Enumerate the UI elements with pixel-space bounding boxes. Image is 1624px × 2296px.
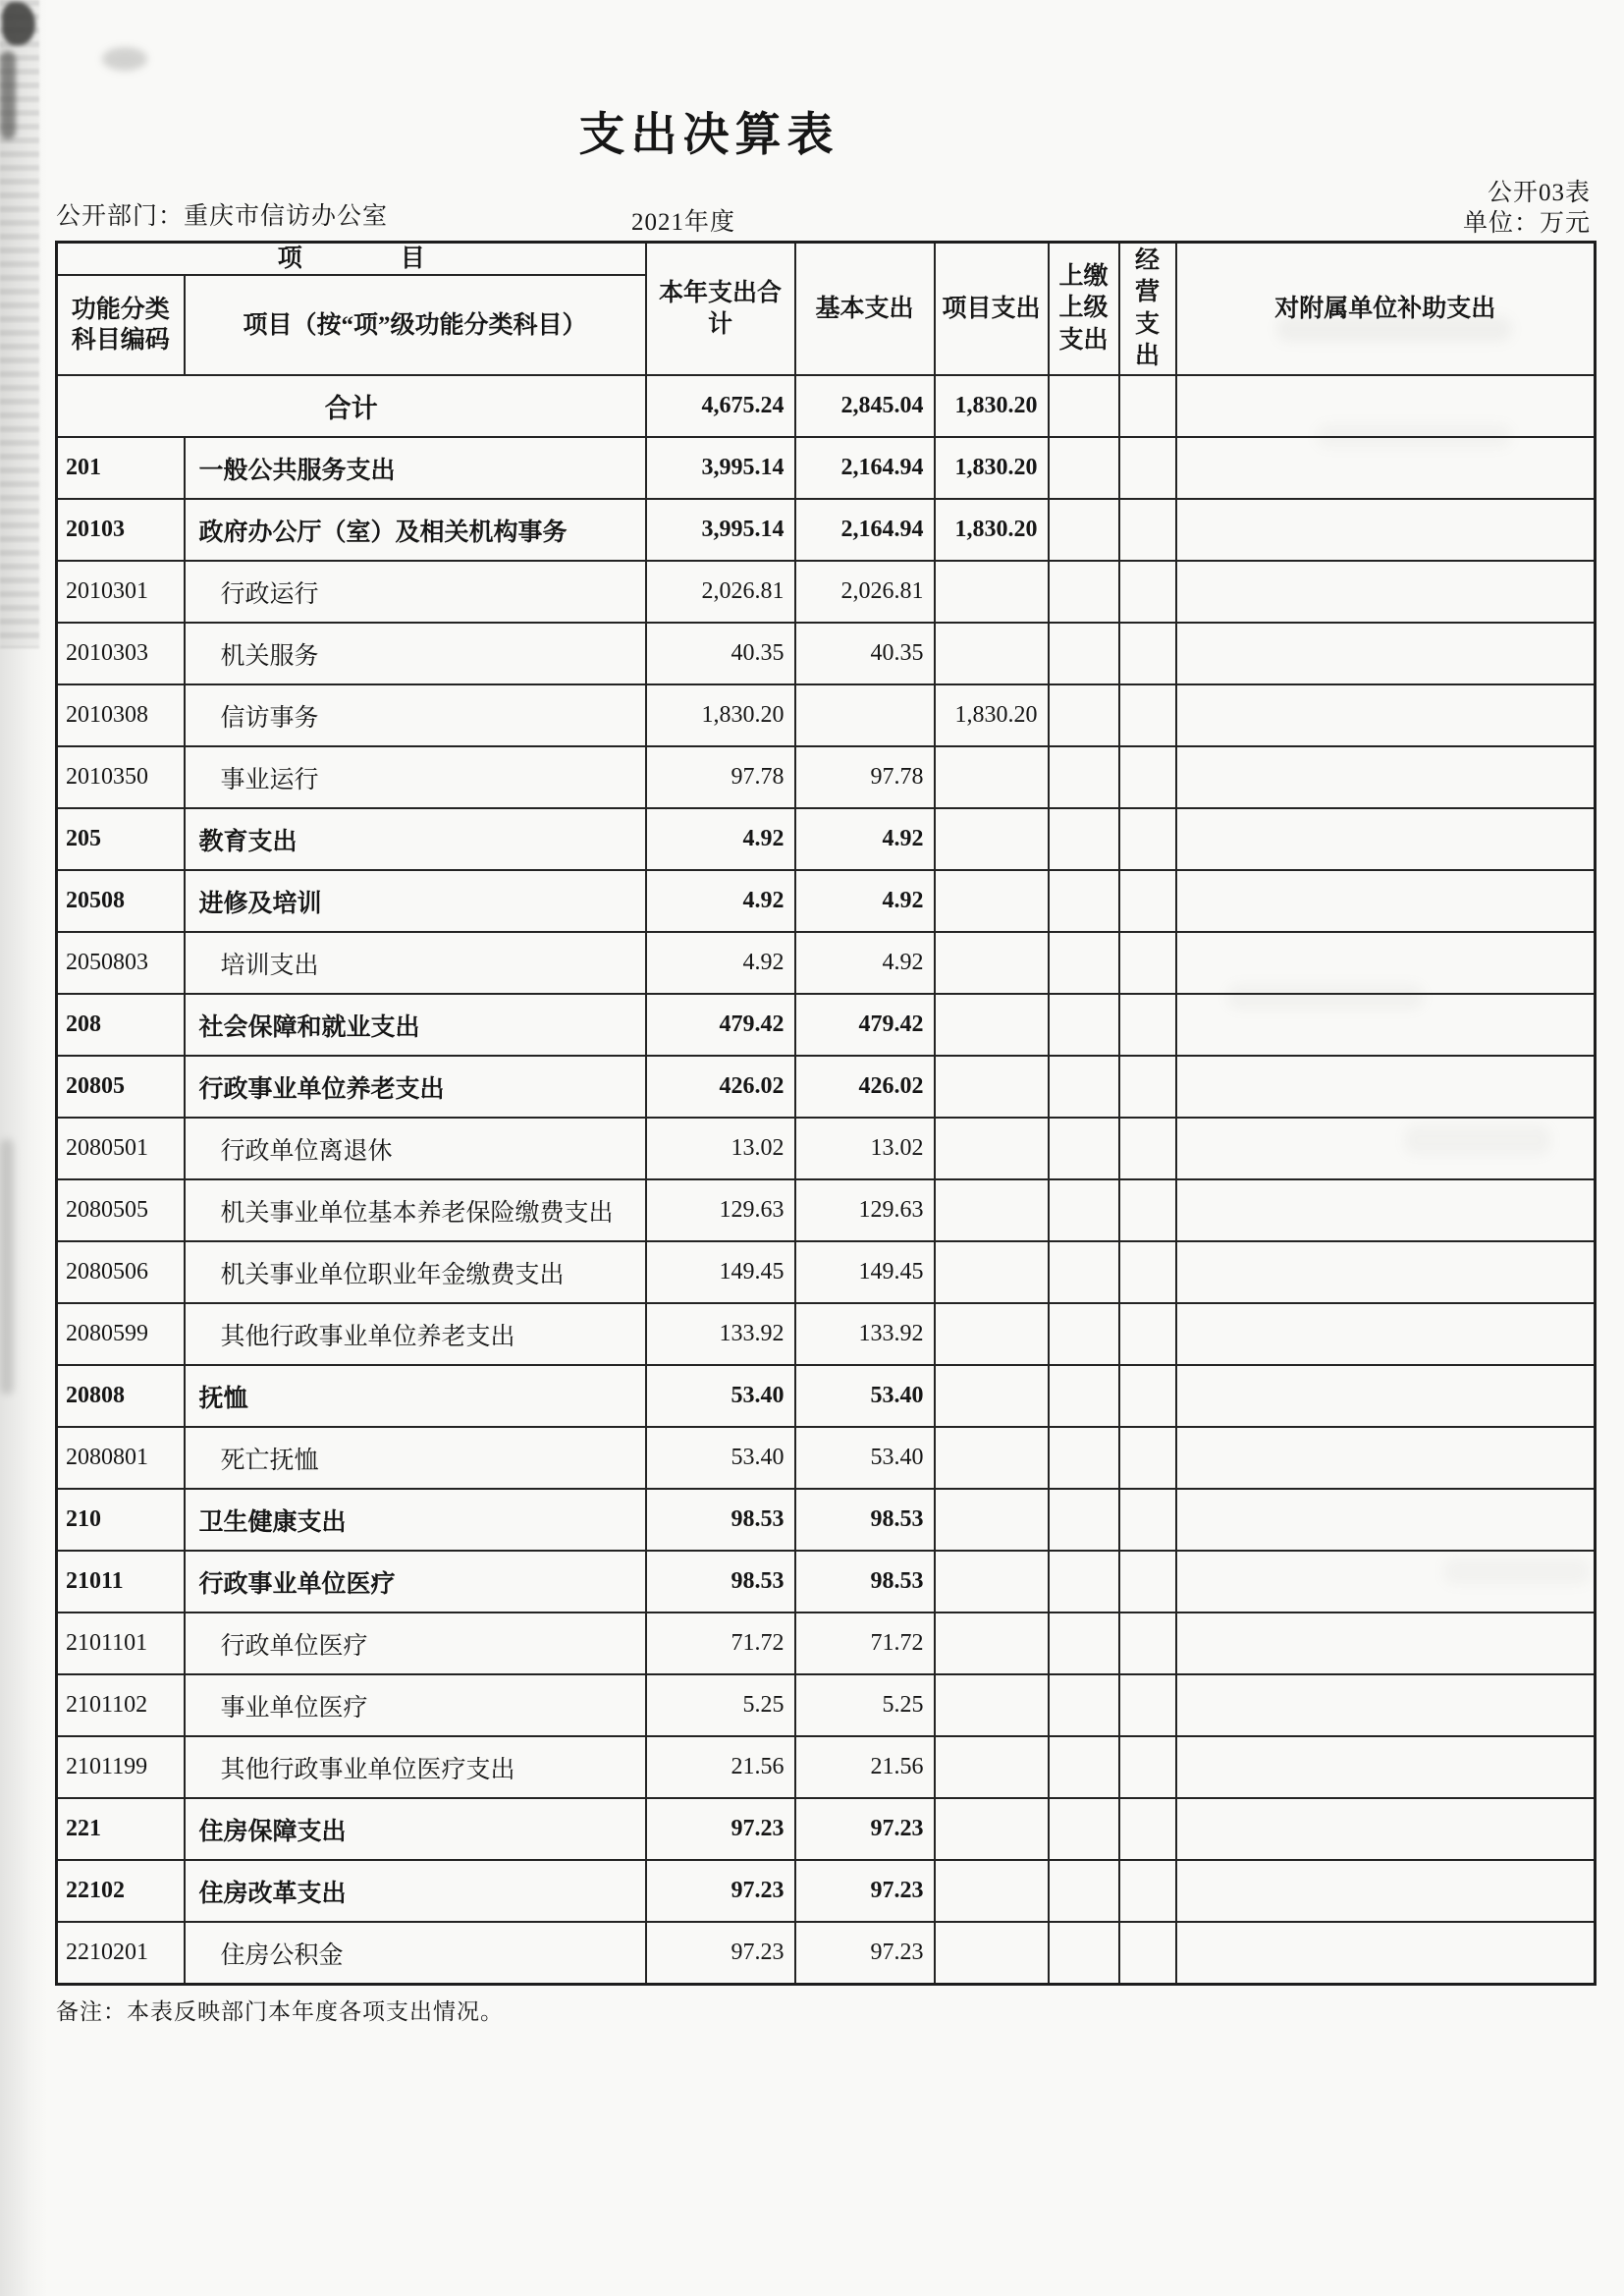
cell-subsidy (1176, 994, 1596, 1056)
cell-code: 2080501 (57, 1118, 185, 1179)
cell-operating (1119, 1798, 1176, 1860)
table-row (57, 1056, 1596, 1118)
cell-basic: 21.56 (795, 1736, 935, 1798)
cell-basic: 71.72 (795, 1613, 935, 1674)
cell-project: 1,830.20 (935, 499, 1049, 561)
scan-artifact (0, 1139, 14, 1394)
cell-code: 205 (57, 808, 185, 870)
header-code-label: 功能分类科目编码 (71, 297, 170, 355)
cell-code: 2010303 (57, 623, 185, 684)
cell-operating (1119, 1427, 1176, 1489)
cell-subsidy (1176, 1303, 1596, 1365)
table-row (57, 561, 1596, 623)
cell-total: 71.72 (646, 1613, 795, 1674)
cell-total: 2,026.81 (646, 561, 795, 623)
table-row (57, 870, 1596, 932)
cell-total: 97.78 (646, 746, 795, 808)
table-row (57, 1922, 1596, 1984)
cell-item: 社会保障和就业支出 (185, 994, 646, 1056)
cell-project (935, 1551, 1049, 1613)
header-project-col: 项目支出 (935, 243, 1049, 376)
cell-project (935, 1674, 1049, 1736)
cell-code: 2210201 (57, 1922, 185, 1984)
cell-code: 20805 (57, 1056, 185, 1118)
cell-total: 97.23 (646, 1798, 795, 1860)
cell-operating (1119, 437, 1176, 499)
cell-subsidy (1176, 808, 1596, 870)
table-row (57, 1118, 1596, 1179)
table-row (57, 1860, 1596, 1922)
cell-upper (1049, 375, 1119, 437)
cell-item: 行政单位医疗 (185, 1613, 646, 1674)
cell-item: 机关事业单位基本养老保险缴费支出 (185, 1179, 646, 1241)
cell-project (935, 746, 1049, 808)
footnote: 备注：本表反映部门本年度各项支出情况。 (56, 1999, 504, 2024)
cell-operating (1119, 1674, 1176, 1736)
cell-basic: 5.25 (795, 1674, 935, 1736)
cell-code: 20103 (57, 499, 185, 561)
cell-project (935, 1179, 1049, 1241)
table-row (57, 1551, 1596, 1613)
cell-code: 2010308 (57, 684, 185, 746)
cell-basic: 53.40 (795, 1427, 935, 1489)
cell-subsidy (1176, 1489, 1596, 1551)
cell-upper (1049, 1922, 1119, 1984)
header-code-col (57, 275, 185, 375)
cell-upper (1049, 1798, 1119, 1860)
cell-project: 1,830.20 (935, 684, 1049, 746)
cell-code: 2080506 (57, 1241, 185, 1303)
cell-item: 其他行政事业单位医疗支出 (185, 1736, 646, 1798)
cell-total: 53.40 (646, 1365, 795, 1427)
cell-code: 201 (57, 437, 185, 499)
cell-subsidy (1176, 1860, 1596, 1922)
cell-project (935, 932, 1049, 994)
cell-operating (1119, 1489, 1176, 1551)
table-row (57, 1179, 1596, 1241)
cell-project (935, 1118, 1049, 1179)
scan-artifact (2, 2, 35, 45)
header-operating-col (1119, 243, 1176, 376)
cell-project (935, 1798, 1049, 1860)
cell-subsidy (1176, 870, 1596, 932)
table-row (57, 1736, 1596, 1798)
table-row (57, 1427, 1596, 1489)
cell-upper (1049, 1674, 1119, 1736)
cell-upper (1049, 1551, 1119, 1613)
cell-basic: 479.42 (795, 994, 935, 1056)
cell-basic: 98.53 (795, 1489, 935, 1551)
cell-operating (1119, 1241, 1176, 1303)
cell-code: 208 (57, 994, 185, 1056)
cell-total: 133.92 (646, 1303, 795, 1365)
cell-subsidy (1176, 684, 1596, 746)
cell-project (935, 623, 1049, 684)
cell-project (935, 1922, 1049, 1984)
cell-project (935, 1489, 1049, 1551)
sheet-meta (1463, 179, 1591, 239)
cell-item: 住房公积金 (185, 1922, 646, 1984)
cell-subsidy (1176, 746, 1596, 808)
cell-item: 培训支出 (185, 932, 646, 994)
cell-code: 210 (57, 1489, 185, 1551)
cell-basic: 40.35 (795, 623, 935, 684)
cell-code: 2050803 (57, 932, 185, 994)
cell-operating (1119, 870, 1176, 932)
cell-total: 98.53 (646, 1489, 795, 1551)
cell-total: 4.92 (646, 932, 795, 994)
cell-subsidy (1176, 623, 1596, 684)
cell-item: 进修及培训 (185, 870, 646, 932)
cell-subsidy (1176, 932, 1596, 994)
cell-subsidy (1176, 1798, 1596, 1860)
header-upper-col (1049, 243, 1119, 376)
cell-total: 1,830.20 (646, 684, 795, 746)
cell-code: 20508 (57, 870, 185, 932)
cell-basic: 4.92 (795, 870, 935, 932)
cell-item: 事业单位医疗 (185, 1674, 646, 1736)
cell-operating (1119, 1365, 1176, 1427)
cell-operating (1119, 1922, 1176, 1984)
cell-basic: 149.45 (795, 1241, 935, 1303)
cell-basic: 97.78 (795, 746, 935, 808)
cell-upper (1049, 499, 1119, 561)
cell-upper (1049, 808, 1119, 870)
cell-operating (1119, 499, 1176, 561)
cell-operating (1119, 623, 1176, 684)
table-header-row-top (57, 243, 1596, 276)
cell-item: 行政事业单位医疗 (185, 1551, 646, 1613)
cell-operating (1119, 1056, 1176, 1118)
cell-basic: 98.53 (795, 1551, 935, 1613)
cell-total: 5.25 (646, 1674, 795, 1736)
cell-subsidy (1176, 1674, 1596, 1736)
cell-basic: 2,164.94 (795, 499, 935, 561)
cell-project (935, 561, 1049, 623)
cell-item: 合计 (57, 375, 646, 437)
cell-total: 40.35 (646, 623, 795, 684)
cell-total: 3,995.14 (646, 437, 795, 499)
table-row (57, 623, 1596, 684)
cell-code: 2080801 (57, 1427, 185, 1489)
cell-subsidy (1176, 1365, 1596, 1427)
cell-total: 4.92 (646, 870, 795, 932)
cell-upper (1049, 1489, 1119, 1551)
cell-code: 2080505 (57, 1179, 185, 1241)
cell-item: 抚恤 (185, 1365, 646, 1427)
cell-operating (1119, 746, 1176, 808)
cell-project (935, 870, 1049, 932)
table-row (57, 1798, 1596, 1860)
cell-total: 97.23 (646, 1922, 795, 1984)
cell-code: 2101101 (57, 1613, 185, 1674)
cell-subsidy (1176, 437, 1596, 499)
cell-subsidy (1176, 561, 1596, 623)
page-title: 支出决算表 (578, 110, 839, 161)
cell-code: 20808 (57, 1365, 185, 1427)
cell-upper (1049, 746, 1119, 808)
sheet-number: 公开03表 (1487, 180, 1591, 206)
cell-total: 149.45 (646, 1241, 795, 1303)
cell-basic: 13.02 (795, 1118, 935, 1179)
cell-project (935, 1613, 1049, 1674)
cell-project: 1,830.20 (935, 375, 1049, 437)
cell-operating (1119, 375, 1176, 437)
cell-item: 住房保障支出 (185, 1798, 646, 1860)
cell-code: 221 (57, 1798, 185, 1860)
cell-project (935, 1303, 1049, 1365)
cell-upper (1049, 1056, 1119, 1118)
table-row (57, 1613, 1596, 1674)
cell-basic: 97.23 (795, 1798, 935, 1860)
cell-total: 4.92 (646, 808, 795, 870)
table-body (57, 375, 1596, 1984)
cell-code: 21011 (57, 1551, 185, 1613)
header-operating-label: 经营支出 (1135, 246, 1161, 370)
table-row (57, 375, 1596, 437)
cell-basic (795, 684, 935, 746)
cell-item: 行政事业单位养老支出 (185, 1056, 646, 1118)
cell-upper (1049, 870, 1119, 932)
cell-total: 53.40 (646, 1427, 795, 1489)
cell-basic: 4.92 (795, 932, 935, 994)
table-row (57, 808, 1596, 870)
cell-item: 一般公共服务支出 (185, 437, 646, 499)
cell-total: 21.56 (646, 1736, 795, 1798)
table-row (57, 1674, 1596, 1736)
table-row (57, 499, 1596, 561)
cell-operating (1119, 1179, 1176, 1241)
cell-total: 479.42 (646, 994, 795, 1056)
cell-item: 住房改革支出 (185, 1860, 646, 1922)
cell-upper (1049, 1303, 1119, 1365)
cell-operating (1119, 1118, 1176, 1179)
cell-operating (1119, 1303, 1176, 1365)
header-total-col (646, 243, 795, 376)
cell-subsidy (1176, 1427, 1596, 1489)
cell-operating (1119, 932, 1176, 994)
cell-total: 13.02 (646, 1118, 795, 1179)
cell-project (935, 1860, 1049, 1922)
cell-upper (1049, 1427, 1119, 1489)
cell-upper (1049, 1241, 1119, 1303)
cell-upper (1049, 1365, 1119, 1427)
cell-basic: 53.40 (795, 1365, 935, 1427)
cell-upper (1049, 1736, 1119, 1798)
cell-operating (1119, 1860, 1176, 1922)
cell-upper (1049, 1179, 1119, 1241)
cell-subsidy (1176, 1056, 1596, 1118)
cell-project: 1,830.20 (935, 437, 1049, 499)
cell-basic: 2,026.81 (795, 561, 935, 623)
header-subsidy-col: 对附属单位补助支出 (1176, 243, 1596, 376)
cell-subsidy (1176, 499, 1596, 561)
cell-code: 2010350 (57, 746, 185, 808)
cell-subsidy (1176, 1613, 1596, 1674)
header-item-col: 项目（按“项”级功能分类科目） (185, 275, 646, 375)
cell-project (935, 1056, 1049, 1118)
fiscal-year-label: 2021年度 (631, 209, 736, 236)
cell-subsidy (1176, 1179, 1596, 1241)
cell-subsidy (1176, 1736, 1596, 1798)
unit-label: 单位：万元 (1462, 209, 1591, 237)
cell-upper (1049, 1860, 1119, 1922)
cell-item: 政府办公厅（室）及相关机构事务 (185, 499, 646, 561)
cell-operating (1119, 684, 1176, 746)
cell-item: 卫生健康支出 (185, 1489, 646, 1551)
cell-total: 97.23 (646, 1860, 795, 1922)
expenditure-table (55, 241, 1597, 1986)
cell-operating (1119, 561, 1176, 623)
header-total-label: 本年支出合计 (659, 280, 783, 338)
cell-upper (1049, 994, 1119, 1056)
scan-artifact (0, 0, 47, 2296)
cell-item: 行政单位离退休 (185, 1118, 646, 1179)
cell-basic: 129.63 (795, 1179, 935, 1241)
department-label: 公开部门：重庆市信访办公室 (56, 203, 389, 230)
cell-operating (1119, 1551, 1176, 1613)
cell-total: 3,995.14 (646, 499, 795, 561)
cell-subsidy (1176, 1241, 1596, 1303)
cell-project (935, 1736, 1049, 1798)
cell-upper (1049, 623, 1119, 684)
cell-item: 事业运行 (185, 746, 646, 808)
cell-project (935, 994, 1049, 1056)
cell-item: 教育支出 (185, 808, 646, 870)
scan-artifact (102, 47, 147, 71)
cell-total: 129.63 (646, 1179, 795, 1241)
cell-basic: 97.23 (795, 1860, 935, 1922)
cell-basic: 2,845.04 (795, 375, 935, 437)
cell-subsidy (1176, 1922, 1596, 1984)
cell-upper (1049, 437, 1119, 499)
table-row (57, 932, 1596, 994)
cell-item: 其他行政事业单位养老支出 (185, 1303, 646, 1365)
header-basic-col: 基本支出 (795, 243, 935, 376)
cell-item: 机关事业单位职业年金缴费支出 (185, 1241, 646, 1303)
table-row (57, 1365, 1596, 1427)
cell-operating (1119, 808, 1176, 870)
cell-total: 98.53 (646, 1551, 795, 1613)
cell-upper (1049, 684, 1119, 746)
cell-code: 22102 (57, 1860, 185, 1922)
table-row (57, 1303, 1596, 1365)
cell-total: 426.02 (646, 1056, 795, 1118)
table-row (57, 994, 1596, 1056)
cell-basic: 4.92 (795, 808, 935, 870)
cell-item: 信访事务 (185, 684, 646, 746)
cell-item: 行政运行 (185, 561, 646, 623)
cell-subsidy (1176, 375, 1596, 437)
cell-operating (1119, 1613, 1176, 1674)
cell-code: 2010301 (57, 561, 185, 623)
table-row (57, 1241, 1596, 1303)
header-upper-label: 上缴上级支出 (1058, 262, 1109, 354)
cell-code: 2101199 (57, 1736, 185, 1798)
table-row (57, 746, 1596, 808)
cell-basic: 2,164.94 (795, 437, 935, 499)
cell-item: 机关服务 (185, 623, 646, 684)
table-row (57, 1489, 1596, 1551)
cell-project (935, 1241, 1049, 1303)
cell-basic: 133.92 (795, 1303, 935, 1365)
cell-project (935, 808, 1049, 870)
cell-operating (1119, 994, 1176, 1056)
scan-artifact (0, 0, 39, 648)
cell-item: 死亡抚恤 (185, 1427, 646, 1489)
cell-project (935, 1365, 1049, 1427)
cell-upper (1049, 932, 1119, 994)
cell-code: 2080599 (57, 1303, 185, 1365)
table-row (57, 684, 1596, 746)
cell-subsidy (1176, 1118, 1596, 1179)
cell-subsidy (1176, 1551, 1596, 1613)
cell-basic: 426.02 (795, 1056, 935, 1118)
cell-total: 4,675.24 (646, 375, 795, 437)
cell-upper (1049, 1613, 1119, 1674)
cell-upper (1049, 561, 1119, 623)
cell-project (935, 1427, 1049, 1489)
table-row (57, 437, 1596, 499)
cell-code: 2101102 (57, 1674, 185, 1736)
cell-operating (1119, 1736, 1176, 1798)
header-project-group: 项 目 (57, 243, 646, 276)
cell-basic: 97.23 (795, 1922, 935, 1984)
cell-upper (1049, 1118, 1119, 1179)
